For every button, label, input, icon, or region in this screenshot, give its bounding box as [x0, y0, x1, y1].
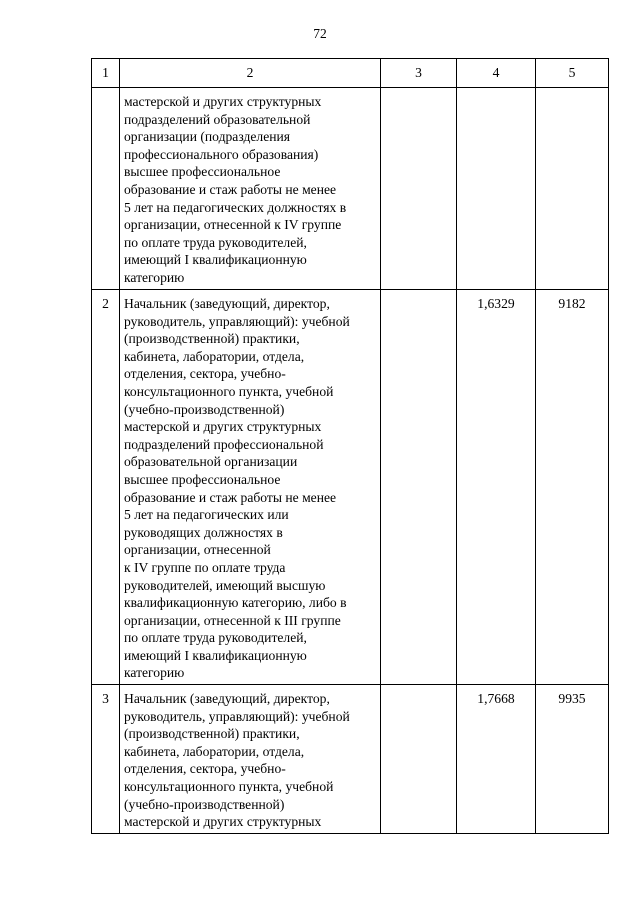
- col3-value: [381, 685, 456, 690]
- header-col-3: 3: [381, 59, 457, 88]
- position-description: Начальник (заведующий, директор, руководитель, управляющий): учебной (производственной) практики, кабинета, лаборатории, отдела, отделения, сектора, учебно- консультационного пункта, учебной (учебно-производственной) мастерской и других структурных подразделений профессиональной образовательной организации высшее профессиональное образование и стаж работы не менее 5 лет на педагогических или руководящих должностях в организации, отнесенной к IV группе по оплате труда руководителей, имеющий высшую квалификационную категорию, либо в организации, отнесенной к III группе по оплате труда руководителей, имеющий I квалификационную категорию: [124, 296, 350, 681]
- salary-value: [536, 88, 608, 93]
- coefficient-value: 1,6329: [477, 296, 515, 311]
- coefficient-value: [457, 88, 535, 93]
- table-row: [92, 88, 609, 290]
- table-header-row: [92, 59, 609, 88]
- col3-value: [381, 88, 456, 93]
- header-col-4: 4: [457, 59, 536, 88]
- salary-value: 9935: [558, 691, 586, 707]
- position-description: Начальник (заведующий, директор, руководитель, управляющий): учебной (производственной) практики, кабинета, лаборатории, отдела, отделения, сектора, учебно- консультационного пункта, учебной (учебно-производственной) мастерской и других структурных: [124, 691, 350, 830]
- header-col-2: 2: [120, 59, 381, 88]
- salary-table: [91, 58, 609, 834]
- page-number: 72: [313, 26, 327, 41]
- header-col-1: 1: [92, 59, 120, 88]
- col3-value: [381, 290, 456, 295]
- row-number: [92, 88, 119, 93]
- table-row: [92, 290, 609, 685]
- header-col-5: 5: [536, 59, 609, 88]
- row-number: 2: [102, 296, 109, 311]
- position-description: мастерской и других структурных подразделений образовательной организации (подразделения профессионального образования) высшее профессиональное образование и стаж работы не менее 5 лет на педагогических должностях в организации, отнесенной к IV группе по оплате труда руководителей, имеющий I квалификационную категорию: [124, 94, 347, 285]
- salary-value: 9182: [558, 296, 586, 311]
- row-number: 3: [102, 691, 109, 707]
- coefficient-value: 1,7668: [477, 691, 515, 707]
- table-row: [92, 685, 609, 834]
